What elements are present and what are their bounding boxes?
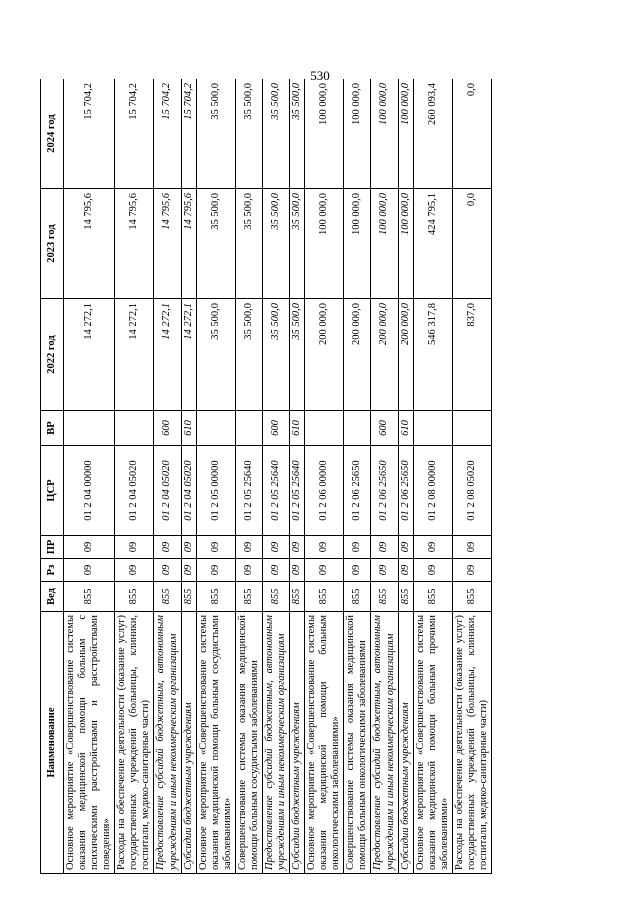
cell-2024: 100 000,0 [371,79,398,189]
cell-name: Основное мероприятие «Совершенствование системы оказания медицинской помощи больным с психическими расстройствами и расстройствами поведения» [64,612,115,874]
cell-pr: 09 [115,536,154,559]
cell-2023: 100 000,0 [305,189,344,299]
header-2022: 2022 год [41,299,64,411]
cell-rz: 09 [181,559,196,582]
cell-csr: 01 2 06 00000 [305,446,344,536]
cell-2024: 35 500,0 [290,79,305,189]
cell-csr: 01 2 08 00000 [413,446,452,536]
table-row [398,79,413,874]
cell-csr: 01 2 08 05020 [452,446,491,536]
cell-2024: 15 704,2 [115,79,154,189]
cell-pr: 09 [290,536,305,559]
table-row [196,79,235,874]
cell-name: Предоставление субсидий бюджетным, автономным учреждениям и иным некоммерческим организациям [262,612,289,874]
cell-2024: 35 500,0 [196,79,235,189]
table-row [262,79,289,874]
cell-ved: 855 [290,582,305,612]
cell-name: Основное мероприятие «Совершенствование системы оказания медицинской помощи больным сосудистыми заболеваниями» [196,612,235,874]
cell-ved: 855 [398,582,413,612]
cell-2023: 0,0 [452,189,491,299]
cell-pr: 09 [305,536,344,559]
cell-2022: 35 500,0 [196,299,235,411]
cell-csr: 01 2 06 25650 [344,446,371,536]
cell-2024: 15 704,2 [181,79,196,189]
cell-vr [64,411,115,446]
cell-csr: 01 2 05 25640 [290,446,305,536]
table-row [115,79,154,874]
cell-csr: 01 2 04 00000 [64,446,115,536]
cell-2024: 35 500,0 [235,79,262,189]
cell-name: Расходы на обеспечение деятельности (оказание услуг) государственных учреждений (больницы, клиники, госпитали, медико-санитарные части) [115,612,154,874]
cell-2023: 14 795,6 [64,189,115,299]
header-2023: 2023 год [41,189,64,299]
cell-csr: 01 2 05 00000 [196,446,235,536]
cell-vr: 610 [398,411,413,446]
table-row [452,79,491,874]
cell-vr [196,411,235,446]
cell-ved: 855 [371,582,398,612]
cell-rz: 09 [452,559,491,582]
cell-rz: 09 [154,559,181,582]
cell-2024: 15 704,2 [154,79,181,189]
table-row [290,79,305,874]
cell-vr [115,411,154,446]
cell-vr: 600 [154,411,181,446]
cell-pr: 09 [452,536,491,559]
cell-rz: 09 [344,559,371,582]
cell-name: Субсидии бюджетным учреждениям [398,612,413,874]
cell-2023: 100 000,0 [371,189,398,299]
header-ved: Вед [41,582,64,612]
table-body [64,79,492,874]
cell-2024: 260 093,4 [413,79,452,189]
cell-ved: 855 [115,582,154,612]
cell-2022: 14 272,1 [154,299,181,411]
cell-2022: 837,0 [452,299,491,411]
header-name: Наименование [41,612,64,874]
cell-name: Совершенствование системы оказания медицинской помощи больным сосудистыми заболеваниями [235,612,262,874]
cell-name: Совершенствование системы оказания медицинской помощи больным онкологическими заболеваниями [344,612,371,874]
cell-rz: 09 [305,559,344,582]
cell-vr: 600 [262,411,289,446]
cell-csr: 01 2 05 25640 [262,446,289,536]
cell-vr: 610 [290,411,305,446]
cell-name: Субсидии бюджетным учреждениям [181,612,196,874]
cell-2023: 100 000,0 [398,189,413,299]
cell-2022: 35 500,0 [290,299,305,411]
cell-rz: 09 [371,559,398,582]
cell-pr: 09 [235,536,262,559]
cell-2022: 35 500,0 [235,299,262,411]
cell-pr: 09 [181,536,196,559]
rotated-table-area [40,79,600,874]
cell-pr: 09 [398,536,413,559]
cell-csr: 01 2 04 05020 [154,446,181,536]
cell-rz: 09 [64,559,115,582]
header-vr: ВР [41,411,64,446]
cell-rz: 09 [290,559,305,582]
cell-ved: 855 [262,582,289,612]
cell-name: Субсидии бюджетным учреждениям [290,612,305,874]
cell-name: Расходы на обеспечение деятельности (оказание услуг) государственных учреждений (больницы, клиники, госпитали, медико-санитарные части) [452,612,491,874]
cell-2023: 100 000,0 [344,189,371,299]
cell-vr: 600 [371,411,398,446]
cell-name: Предоставление субсидий бюджетным, автономным учреждениям и иным некоммерческим организациям [154,612,181,874]
cell-rz: 09 [413,559,452,582]
cell-ved: 855 [181,582,196,612]
cell-name: Предоставление субсидий бюджетным, автономным учреждениям и иным некоммерческим организациям [371,612,398,874]
cell-2024: 100 000,0 [305,79,344,189]
cell-2023: 424 795,1 [413,189,452,299]
cell-2022: 546 317,8 [413,299,452,411]
table-row [64,79,115,874]
cell-2022: 35 500,0 [262,299,289,411]
cell-rz: 09 [262,559,289,582]
cell-2023: 35 500,0 [290,189,305,299]
cell-ved: 855 [413,582,452,612]
cell-csr: 01 2 05 25640 [235,446,262,536]
table-row [154,79,181,874]
cell-2024: 35 500,0 [262,79,289,189]
cell-vr [413,411,452,446]
cell-ved: 855 [64,582,115,612]
table-row [305,79,344,874]
cell-2023: 14 795,6 [115,189,154,299]
header-csr: ЦСР [41,446,64,536]
cell-ved: 855 [235,582,262,612]
header-pr: ПР [41,536,64,559]
cell-rz: 09 [196,559,235,582]
cell-csr: 01 2 06 25650 [371,446,398,536]
cell-pr: 09 [413,536,452,559]
header-rz: Рз [41,559,64,582]
cell-2024: 100 000,0 [398,79,413,189]
cell-2023: 35 500,0 [262,189,289,299]
cell-name: Основное мероприятие «Совершенствование системы оказания медицинской помощи больным онкологическими заболеваниями» [305,612,344,874]
cell-rz: 09 [115,559,154,582]
cell-vr [452,411,491,446]
cell-pr: 09 [196,536,235,559]
cell-pr: 09 [64,536,115,559]
cell-rz: 09 [398,559,413,582]
cell-ved: 855 [196,582,235,612]
cell-pr: 09 [371,536,398,559]
table-row [181,79,196,874]
cell-2022: 14 272,1 [115,299,154,411]
table-row [413,79,452,874]
cell-2022: 200 000,0 [398,299,413,411]
cell-2024: 100 000,0 [344,79,371,189]
cell-2023: 14 795,6 [181,189,196,299]
cell-ved: 855 [452,582,491,612]
cell-ved: 855 [344,582,371,612]
table-rotation-frame [40,79,600,874]
table-row [235,79,262,874]
cell-vr [344,411,371,446]
table-row [344,79,371,874]
cell-2022: 200 000,0 [371,299,398,411]
cell-csr: 01 2 04 05020 [181,446,196,536]
cell-2023: 35 500,0 [196,189,235,299]
cell-2022: 200 000,0 [344,299,371,411]
cell-2022: 14 272,1 [64,299,115,411]
cell-rz: 09 [235,559,262,582]
cell-2022: 200 000,0 [305,299,344,411]
cell-pr: 09 [344,536,371,559]
table-header-row [41,79,64,874]
cell-name: Основное мероприятие «Совершенствование системы оказания медицинской помощи больным прочими заболеваниями» [413,612,452,874]
cell-vr [235,411,262,446]
cell-2023: 14 795,6 [154,189,181,299]
cell-ved: 855 [154,582,181,612]
cell-pr: 09 [154,536,181,559]
budget-table [40,79,492,874]
table-row [371,79,398,874]
cell-2024: 15 704,2 [64,79,115,189]
cell-vr [305,411,344,446]
cell-2023: 35 500,0 [235,189,262,299]
cell-csr: 01 2 04 05020 [115,446,154,536]
cell-2024: 0,0 [452,79,491,189]
cell-ved: 855 [305,582,344,612]
cell-pr: 09 [262,536,289,559]
header-2024: 2024 год [41,79,64,189]
cell-2022: 14 272,1 [181,299,196,411]
page-number: 530 [310,68,330,83]
cell-vr: 610 [181,411,196,446]
cell-csr: 01 2 06 25650 [398,446,413,536]
